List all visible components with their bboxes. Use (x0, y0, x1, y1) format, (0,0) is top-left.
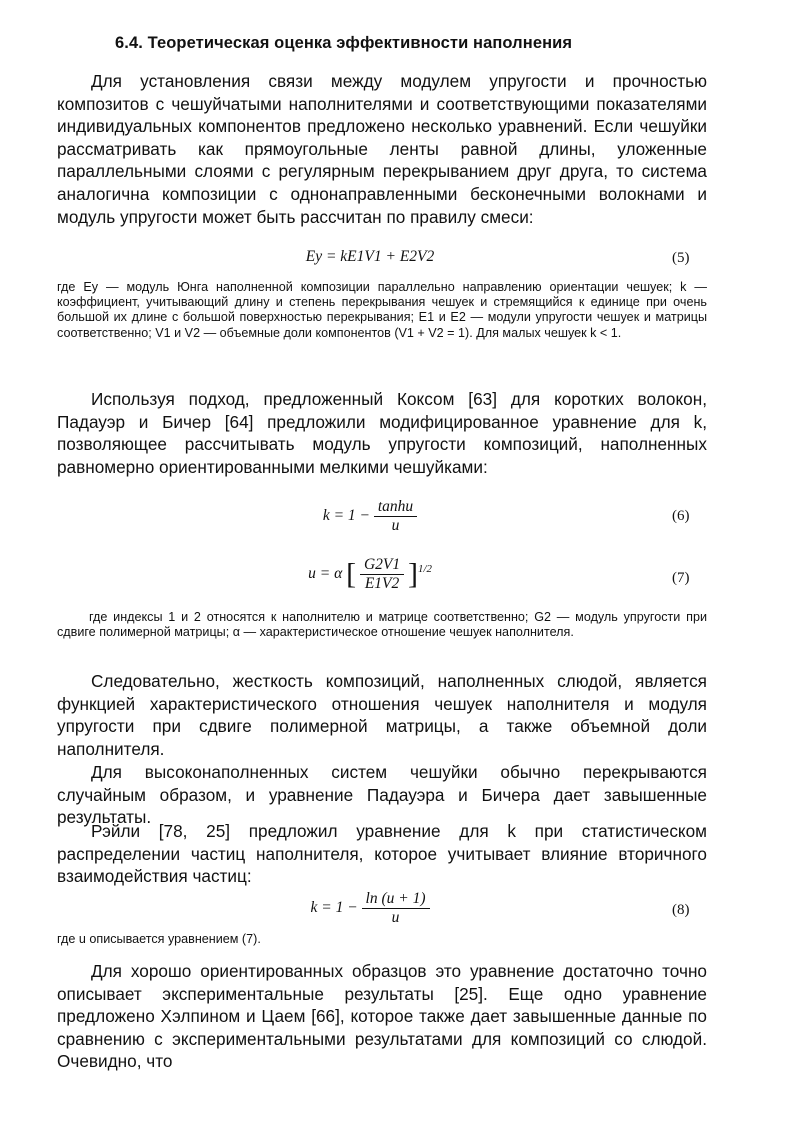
equation-8-lhs: k = 1 − (310, 899, 358, 917)
paragraph-1: Для установления связи между модулем упругости и прочностью композитов с чешуйчатыми наполнителями и соответствующими показателями индивидуальных компонентов предложено несколько уравнений. Если чешуйки рассматривать как прямоугольные ленты равной длины, уложенные параллельными слоями с регулярным перекрыванием друг друга, то система аналогична композиции с однонаправленными бесконечными волокнами и модуль упругости может быть рассчитан по правилу смеси: (57, 71, 707, 227)
paragraph-3: Следовательно, жесткость композиций, наполненных слюдой, является функцией характеристического отношения чешуек наполнителя и модуля упругости при сдвиге полимерной матрицы, а также объемной доли наполнителя. (57, 671, 707, 759)
equation-7: u = α [ $\frac{G2V1}{E1V2}$ ]$^{1/2}$ (308, 556, 432, 592)
equation-6-denominator: u (391, 517, 400, 534)
paragraph-2: Используя подход, предложенный Коксом [63] для коротких волокон, Падауэр и Бичер [64] предложили модифицированное уравнение для k, позволяющее рассчитывать модуль упругости композиций, наполненных равномерно ориентированными мелкими чешуйками: (57, 389, 707, 477)
equation-5-number: (5) (672, 250, 690, 266)
paragraph-6: Для хорошо ориентированных образцов это уравнение достаточно точно описывает экспериментальные результаты [25]. Еще одно уравнение предложено Хэлпином и Цаем [66], которое также дает завышенные данные по сравнению с экспериментальными результатами для композиций со слюдой. Очевидно, что (57, 961, 707, 1072)
note-2: где индексы 1 и 2 относятся к наполнителю и матрице соответственно; G2 — модуль упругости при сдвиге полимерной матрицы; α — характеристическое отношение чешуек наполнителя. (57, 610, 707, 640)
equation-6-numerator: tanhu (374, 498, 417, 517)
paragraph-4: Для высоконаполненных систем чешуйки обычно перекрываются случайным образом, и уравнение Падауэра и Бичера дает завышенные результаты. (57, 762, 707, 828)
equation-6-fraction (374, 498, 417, 535)
equation-8 (220, 890, 520, 927)
equation-8-fraction (362, 890, 430, 927)
equation-5-lhs: Ey (305, 248, 323, 265)
equation-8-number: (8) (672, 902, 690, 918)
section-heading: 6.4. Теоретическая оценка эффективности наполнения (115, 34, 573, 52)
equation-8-numerator: ln (u + 1) (362, 890, 430, 909)
note-3: где u описывается уравнением (7). (57, 932, 261, 946)
equation-7-lhs: u = α (308, 565, 343, 583)
equation-7-denominator: E1V2 (364, 575, 400, 592)
paragraph-5: Рэйли [78, 25] предложил уравнение для k при статистическом распределении частиц наполнителя, которое учитывает влияние вторичного взаимодействия частиц: (57, 821, 707, 887)
equation-6 (220, 498, 520, 535)
note-1: где Ey — модуль Юнга наполненной композиции параллельно направлению ориентации чешуек; k — коэффициент, учитывающий длину и степень перекрывания чешуек и стремящийся к единице при очень большой их длине с большой поверхностью перекрывания; E1 и E2 — модули упругости чешуек и матрицы соответственно; V1 и V2 — объемные доли компонентов (V1 + V2 = 1). Для малых чешуек k < 1. (57, 280, 707, 340)
equation-5 (220, 248, 520, 266)
equation-7-number: (7) (672, 570, 690, 586)
equation-6-lhs: k = 1 − (322, 507, 370, 525)
equation-8-denominator: u (391, 909, 400, 926)
equation-5-rhs: = kE1V1 + E2V2 (325, 248, 435, 265)
equation-7-fraction (360, 556, 404, 593)
equation-7-power: 1/2 (418, 562, 432, 575)
equation-6-number: (6) (672, 508, 690, 524)
equation-7-numerator: G2V1 (360, 556, 404, 575)
